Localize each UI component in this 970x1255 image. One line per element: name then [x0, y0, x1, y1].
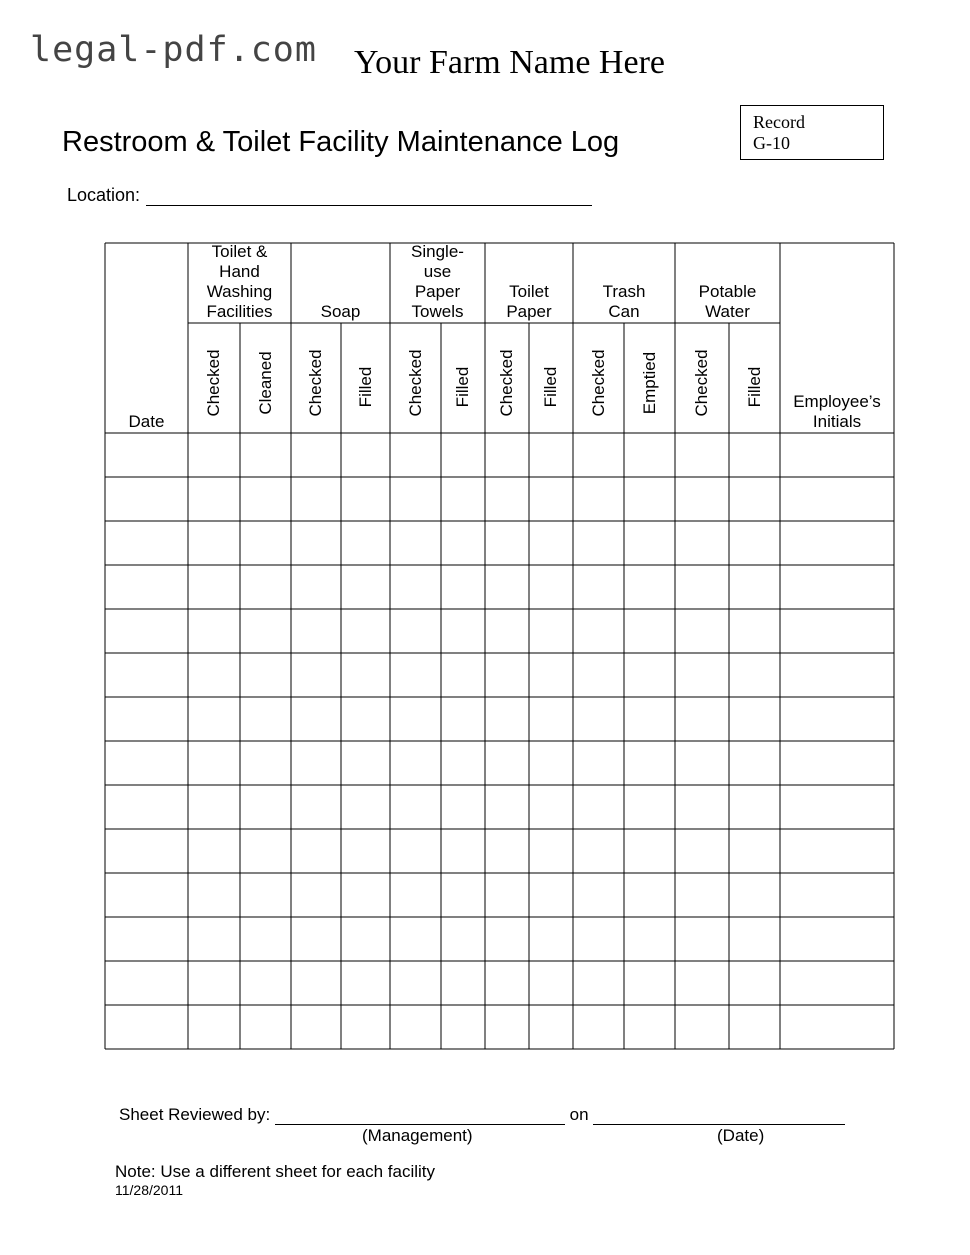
- sub-column-label: Checked: [588, 349, 608, 417]
- group-label-line: Washing: [206, 282, 273, 301]
- date-header: Date: [128, 412, 165, 431]
- group-label-line: Can: [608, 302, 640, 321]
- sub-column-label: Checked: [405, 349, 425, 417]
- sub-column-label: Filled: [744, 366, 764, 408]
- management-caption: (Management): [362, 1126, 473, 1145]
- watermark-text: legal-pdf.com: [30, 30, 317, 70]
- group-label-line: Water: [705, 302, 750, 321]
- group-label-line: Paper: [414, 282, 461, 301]
- sub-column-label: Checked: [497, 349, 516, 417]
- review-line: [119, 1105, 845, 1125]
- record-number: G-10: [753, 133, 790, 153]
- on-label: on: [569, 1105, 589, 1124]
- form-date: 11/28/2011: [115, 1182, 183, 1198]
- record-label: Record: [753, 112, 805, 132]
- review-date-line[interactable]: [593, 1108, 845, 1125]
- sub-column-label: Checked: [692, 349, 711, 417]
- sub-column-label: Filled: [541, 366, 560, 408]
- farm-name: Your Farm Name Here: [354, 44, 665, 81]
- page-title: Restroom & Toilet Facility Maintenance Log: [62, 126, 620, 158]
- group-label-line: Towels: [411, 302, 464, 321]
- reviewed-by-label: Sheet Reviewed by:: [119, 1105, 271, 1124]
- group-label-line: Paper: [506, 302, 552, 321]
- note-text: Note: Use a different sheet for each facility: [115, 1162, 436, 1181]
- sub-column-label: Emptied: [639, 351, 659, 415]
- group-label-line: Potable: [698, 282, 757, 301]
- group-label-line: Soap: [320, 302, 361, 321]
- initials-header-line: Initials: [812, 412, 862, 431]
- group-label-line: Toilet &: [211, 242, 268, 261]
- sub-column-label: Checked: [204, 349, 223, 417]
- group-label-line: Trash: [602, 282, 646, 301]
- management-signature-line[interactable]: [275, 1108, 565, 1125]
- sub-column-label: Checked: [306, 349, 325, 417]
- group-label-line: Hand: [219, 262, 260, 281]
- group-label-line: Facilities: [206, 302, 273, 321]
- sub-column-label: Filled: [355, 366, 375, 408]
- group-label-line: use: [423, 262, 452, 281]
- group-label-line: Single-: [411, 242, 464, 261]
- sub-column-label: Cleaned: [255, 351, 275, 415]
- sub-column-label: Filled: [453, 366, 472, 408]
- initials-header-line: Employee’s: [793, 392, 881, 411]
- group-label-line: Toilet: [509, 282, 549, 301]
- location-label: Location:: [67, 185, 141, 205]
- date-caption: (Date): [717, 1126, 765, 1145]
